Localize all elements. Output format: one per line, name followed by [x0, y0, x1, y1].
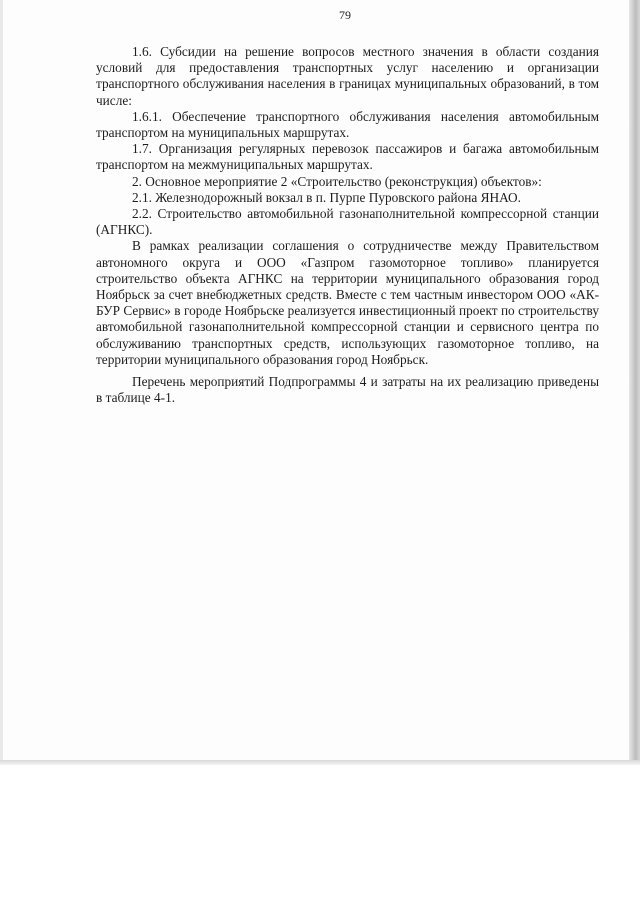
paragraph-2-1: 2.1. Железнодорожный вокзал в п. Пурпе Пуровского района ЯНАО.: [132, 189, 521, 205]
page-number: 79: [339, 8, 351, 22]
paragraph-table-reference: Перечень мероприятий Подпрограммы 4 и затраты на их реализацию приведены в таблице 4-1.: [96, 374, 599, 406]
page-edge-bottom: [0, 760, 640, 765]
paragraph-1-6-1: 1.6.1. Обеспечение транспортного обслуживания населения автомобильным транспортом на муниципальных маршрутах.: [96, 108, 599, 141]
document-body: [96, 44, 599, 406]
paragraph-1-6: 1.6. Субсидии на решение вопросов местного значения в области создания условий для предоставления транспортных услуг населению и организации транспортного обслуживания населения в границах муниципальных образований, в том числе:: [96, 44, 599, 108]
paragraph-2-2: 2.2. Строительство автомобильной газонаполнительной компрессорной станции (АГНКС).: [96, 206, 599, 238]
page-edge-right: [629, 0, 640, 765]
paragraph-1-7: 1.7. Организация регулярных перевозок пассажиров и багажа автомобильным транспортом на межмуниципальных маршрутах.: [96, 141, 599, 173]
paragraph-2: 2. Основное мероприятие 2 «Строительство (реконструкция) объектов»:: [132, 173, 542, 189]
paragraph-agnks-project: В рамках реализации соглашения о сотрудничестве между Правительством автономного округа и ООО «Газпром газомоторное топливо» планируется строительство объекта АГНКС на территории муниципального образования город Ноябрьск за счет внебюджетных средств. Вместе с тем частным инвестором ООО «АК-БУР Сервис» в городе Ноябрьске реализуется инвестиционный проект по строительству автомобильной газонаполнительной компрессорной станции и сервисного центра по обслуживанию транспортных средств, использующих газомоторное топливо, на территории муниципального образования город Ноябрьск.: [96, 238, 599, 367]
page-edge-left: [0, 0, 3, 765]
